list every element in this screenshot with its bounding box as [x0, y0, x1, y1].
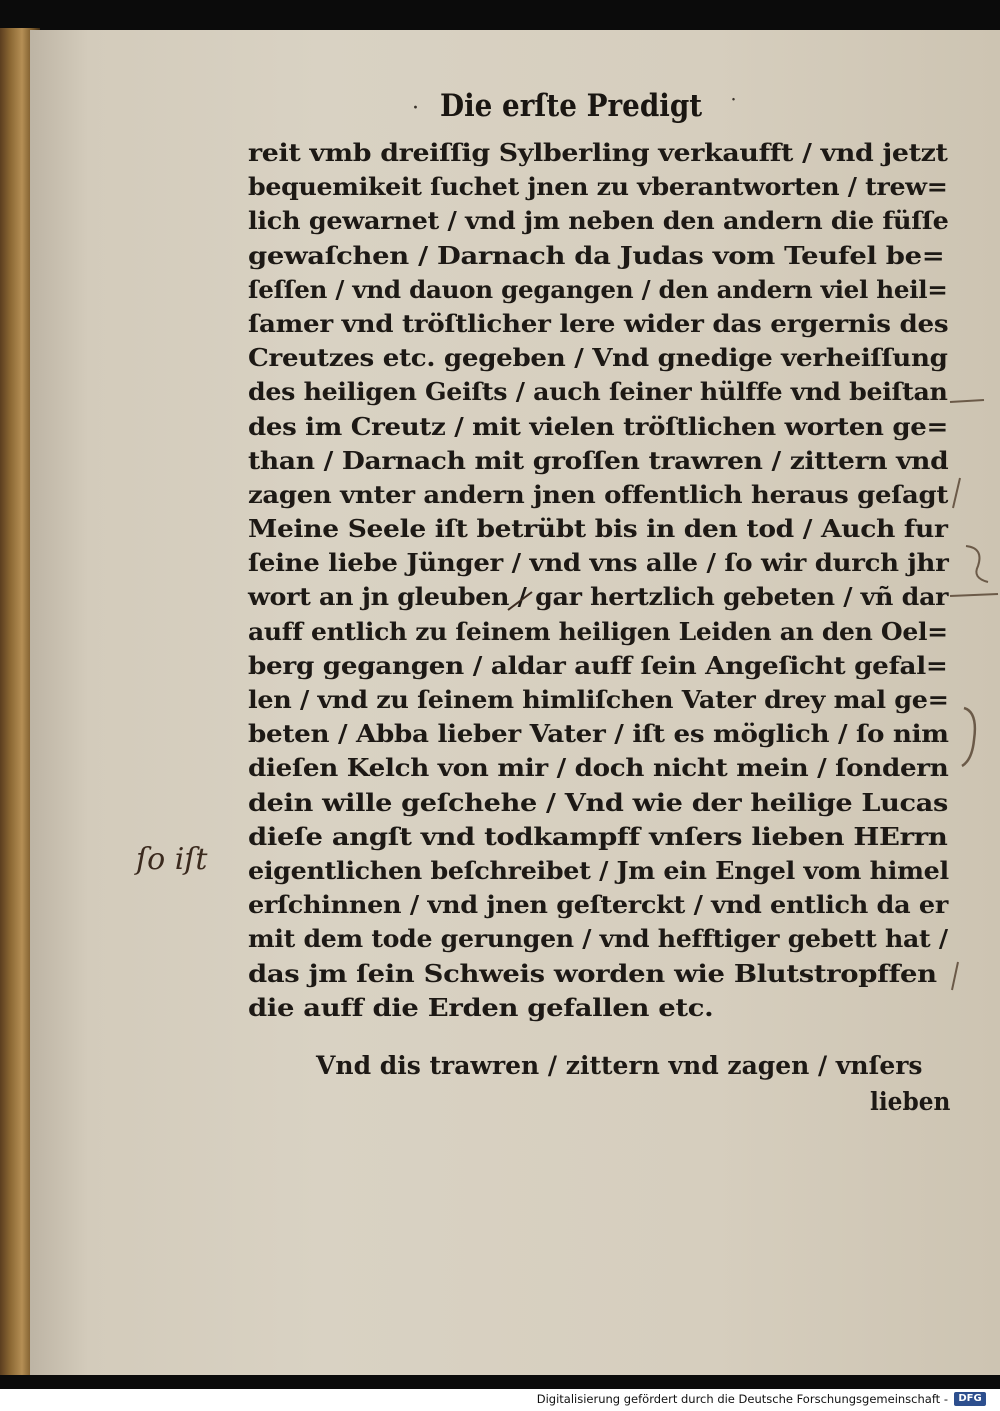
text-line: dein wille geſchehe / Vnd wie der heilige Lucas: [248, 787, 948, 817]
text-line: mit dem tode gerungen / vnd hefftiger gebett hat /: [248, 924, 948, 954]
text-line: des heiligen Geiſts / auch ſeiner hülffe vnd beiſtan: [248, 377, 948, 407]
text-line: eigentlichen beſchreibet / Jm ein Engel vom himel: [248, 855, 949, 885]
text-line: das jm ſein Schweis worden wie Blutstropffen: [248, 958, 937, 988]
text-line: ſeine liebe Jünger / vnd vns alle / ſo wir durch jhr: [248, 548, 949, 578]
text-line: wort an jn gleuben / gar hertzlich gebeten / vñ dar: [248, 582, 949, 612]
head-ornament-right: ˙: [728, 96, 739, 121]
text-line: die auff die Erden gefallen etc.: [248, 992, 714, 1022]
text-line: Creutzes etc. gegeben / Vnd gnedige verheiſſung: [248, 343, 948, 373]
text-line: dieſe angſt vnd todkampff vnſers lieben HErrn: [248, 821, 948, 851]
dfg-logo: DFG: [954, 1392, 986, 1406]
body-text: [248, 136, 948, 1025]
paragraph-two-first-line: Vnd dis trawren / zittern vnd zagen / vnſers: [316, 1051, 923, 1080]
text-line: ſamer vnd tröſtlicher lere wider das ergernis des: [248, 308, 949, 338]
head-ornament-left: ·: [412, 96, 419, 121]
text-line: bequemikeit ſuchet jnen zu vberantworten / trew=: [248, 172, 948, 202]
catchword: lieben: [870, 1087, 951, 1116]
text-line: gewaſchen / Darnach da Judas vom Teufel be=: [248, 240, 945, 270]
scan-top-border: [0, 0, 1000, 30]
text-line: auff entlich zu ſeinem heiligen Leiden an den Oel=: [248, 616, 948, 646]
text-line: berg gegangen / aldar auff ſein Angeſicht gefal=: [248, 650, 948, 680]
funding-credit: Digitalisierung gefördert durch die Deutsche Forschungsgemeinschaft -: [536, 1392, 948, 1406]
text-line: ſeſſen / vnd dauon gegangen / den andern viel heil=: [248, 274, 948, 304]
text-line: len / vnd zu ſeinem himliſchen Vater drey mal ge=: [248, 685, 949, 714]
scan-bottom-border: [0, 1375, 1000, 1389]
footer-bar: [0, 1389, 1000, 1411]
text-line: des im Creutz / mit vielen tröſtlichen worten ge=: [248, 411, 948, 441]
text-line: zagen vnter andern jnen offentlich heraus geſagt: [248, 479, 949, 509]
text-line: Meine Seele iſt betrübt bis in den tod / Auch fur: [248, 514, 948, 544]
running-head: Die erſte Predigt: [440, 88, 703, 124]
text-line: erſchinnen / vnd jnen geſterckt / vnd entlich da er: [248, 890, 948, 920]
text-line: than / Darnach mit groſſen trawren / zittern vnd: [248, 445, 949, 475]
text-line: reit vmb dreiſſig Sylberling verkaufft / vnd jetzt: [248, 138, 948, 167]
handwritten-margin-note: ſo iſt: [136, 842, 208, 877]
text-line: dieſen Kelch von mir / doch nicht mein / ſondern: [248, 753, 949, 783]
text-line: lich gewarnet / vnd jm neben den andern die füſſe: [248, 206, 949, 236]
text-line: beten / Abba lieber Vater / iſt es möglich / ſo nim: [248, 719, 949, 749]
